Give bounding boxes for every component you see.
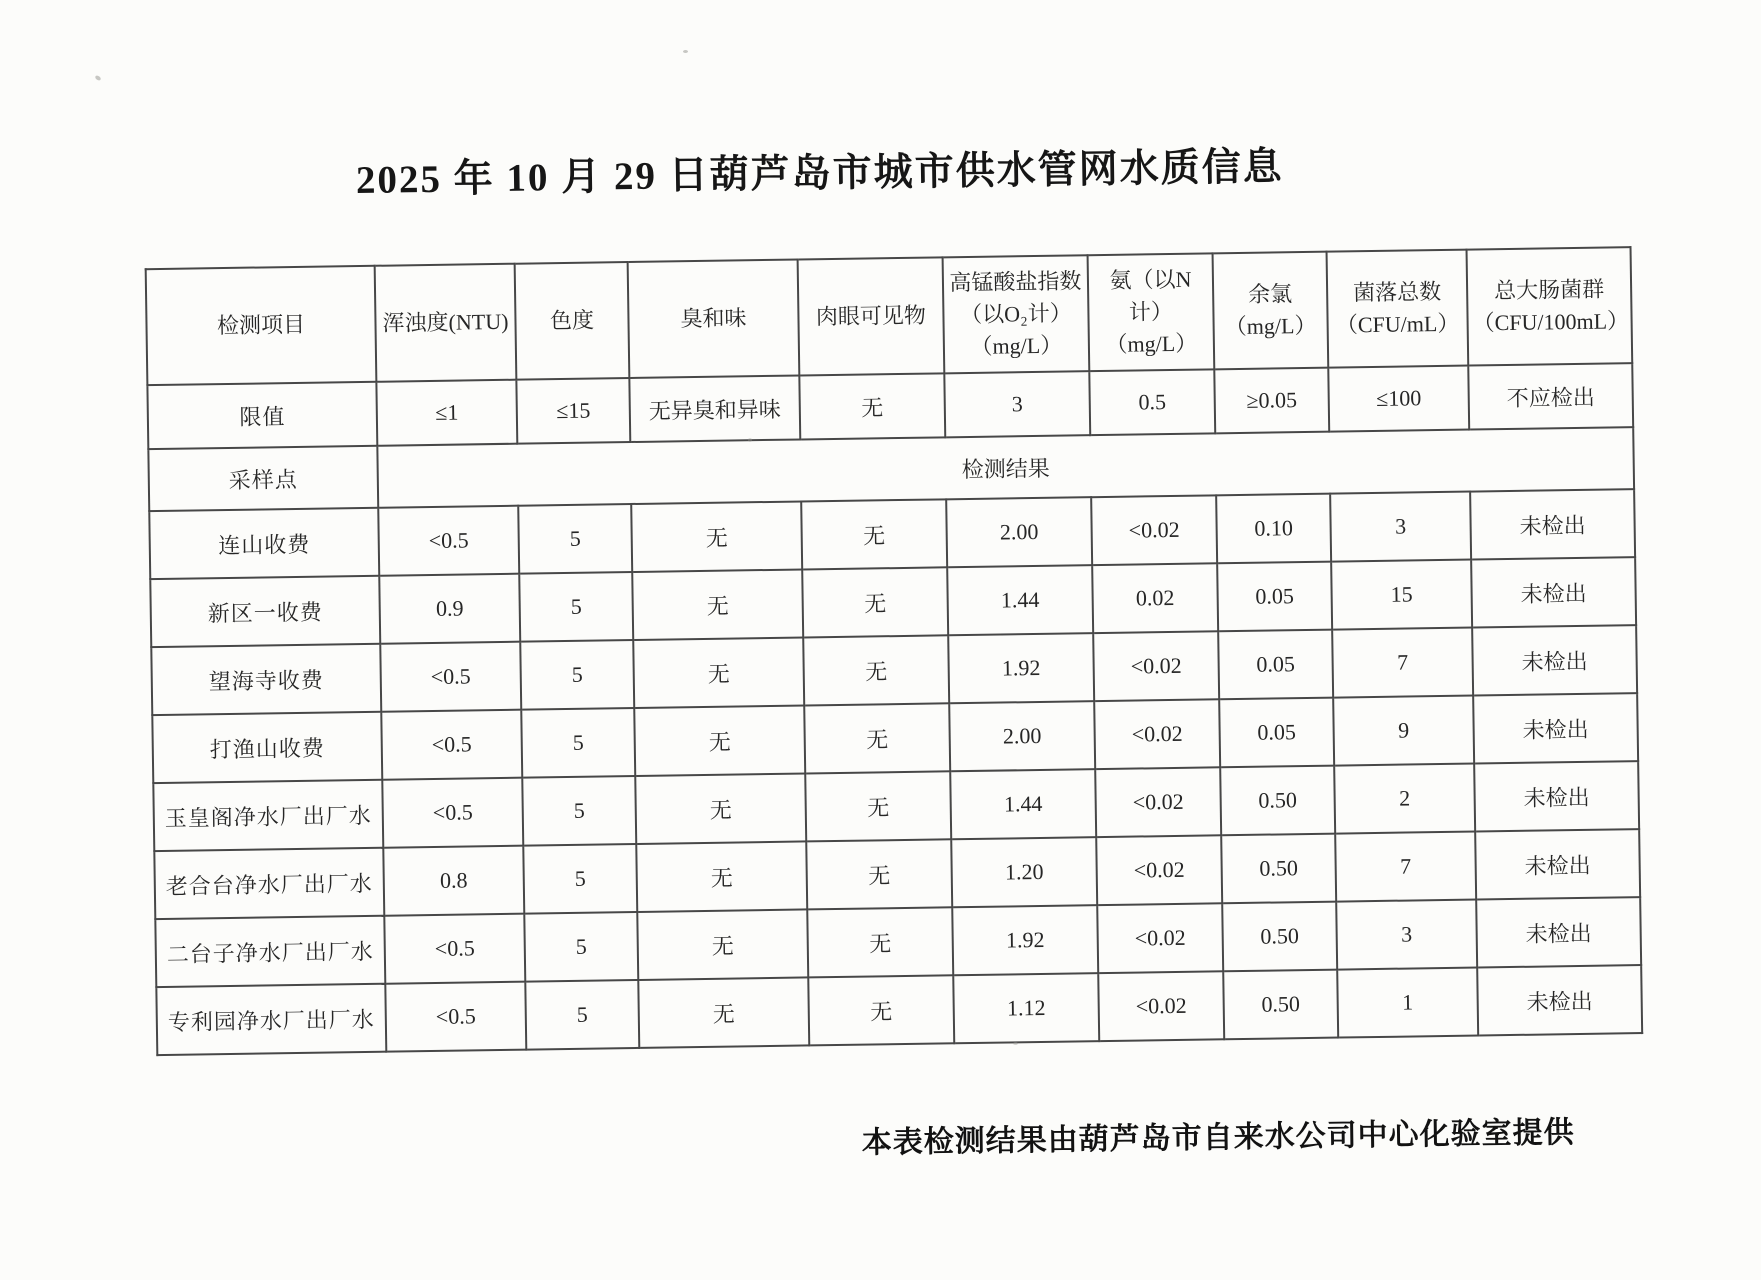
cell-visible: 无 — [804, 703, 950, 773]
col-header-permanganate: 高锰酸盐指数 （以O₂计） （mg/L） — [943, 255, 1090, 373]
col-header-odor: 臭和味 — [628, 260, 800, 379]
cell-chlorine: 0.50 — [1223, 970, 1338, 1040]
site-name: 新区一收费 — [150, 576, 380, 647]
cell-colony: 7 — [1332, 628, 1473, 698]
col-header-coliform: 总大肠菌群 （CFU/100mL） — [1467, 247, 1633, 365]
cell-ammonia: <0.02 — [1096, 835, 1222, 905]
col-header-item: 检测项目 — [146, 266, 377, 385]
cell-color: 5 — [525, 980, 639, 1050]
scan-artifact — [683, 50, 688, 53]
cell-odor: 无 — [635, 773, 806, 844]
page-title: 2025 年 10 月 29 日葫芦岛市城市供水管网水质信息 — [355, 145, 1284, 203]
cell-colony: 3 — [1336, 900, 1477, 970]
cell-color: 5 — [520, 640, 634, 710]
site-name: 打渔山收费 — [152, 712, 382, 783]
cell-odor: 无 — [638, 977, 809, 1048]
cell-chlorine: 0.05 — [1219, 698, 1334, 768]
cell-turbidity: 0.9 — [379, 574, 520, 644]
limit-value: ≥0.05 — [1214, 368, 1329, 434]
cell-colony: 1 — [1337, 968, 1478, 1038]
cell-permanganate: 1.44 — [947, 565, 1093, 635]
cell-coliform: 未检出 — [1475, 829, 1640, 899]
cell-turbidity: <0.5 — [381, 710, 522, 780]
cell-visible: 无 — [805, 771, 951, 841]
cell-ammonia: <0.02 — [1098, 971, 1224, 1041]
limit-value: 不应检出 — [1468, 363, 1633, 429]
site-name: 二台子净水厂出厂水 — [155, 916, 385, 987]
cell-color: 5 — [518, 504, 632, 574]
col-header-ammonia: 氨（以N计） （mg/L） — [1088, 253, 1215, 371]
scan-artifact — [1013, 1042, 1018, 1045]
cell-turbidity: <0.5 — [385, 982, 526, 1052]
cell-turbidity: <0.5 — [382, 778, 523, 848]
cell-coliform: 未检出 — [1477, 965, 1642, 1035]
cell-permanganate: 2.00 — [946, 497, 1092, 567]
cell-permanganate: 1.12 — [953, 973, 1099, 1043]
cell-permanganate: 1.92 — [948, 633, 1094, 703]
limit-value: 3 — [944, 371, 1090, 437]
limit-row-label: 限值 — [147, 382, 377, 449]
cell-chlorine: 0.50 — [1222, 902, 1337, 972]
cell-colony: 15 — [1331, 560, 1472, 630]
site-name: 玉皇阁净水厂出厂水 — [153, 780, 383, 851]
cell-coliform: 未检出 — [1476, 897, 1641, 967]
cell-coliform: 未检出 — [1473, 693, 1638, 763]
scan-artifact — [748, 438, 752, 442]
cell-coliform: 未检出 — [1472, 625, 1637, 695]
cell-coliform: 未检出 — [1471, 557, 1636, 627]
cell-turbidity: <0.5 — [380, 642, 521, 712]
cell-coliform: 未检出 — [1474, 761, 1639, 831]
cell-ammonia: <0.02 — [1095, 767, 1221, 837]
limit-value: 无异臭和异味 — [629, 375, 800, 442]
cell-permanganate: 2.00 — [949, 701, 1095, 771]
cell-colony: 9 — [1333, 696, 1474, 766]
limit-value: ≤1 — [376, 380, 517, 446]
limit-value: 0.5 — [1089, 369, 1215, 435]
cell-chlorine: 0.50 — [1220, 766, 1335, 836]
cell-visible: 无 — [801, 499, 947, 569]
cell-color: 5 — [524, 912, 638, 982]
table-header-row — [146, 247, 1633, 385]
limit-value: 无 — [799, 373, 945, 439]
cell-coliform: 未检出 — [1470, 489, 1635, 559]
site-name: 专利园净水厂出厂水 — [156, 984, 386, 1055]
cell-visible: 无 — [802, 567, 948, 637]
site-name: 望海寺收费 — [151, 644, 381, 715]
cell-permanganate: 1.44 — [950, 769, 1096, 839]
cell-visible: 无 — [807, 907, 953, 977]
cell-color: 5 — [523, 844, 637, 914]
footer-note: 本表检测结果由葫芦岛市自来水公司中心化验室提供 — [861, 1116, 1575, 1160]
col-header-turbidity: 浑浊度(NTU) — [375, 264, 517, 382]
cell-color: 5 — [519, 572, 633, 642]
cell-ammonia: <0.02 — [1091, 495, 1217, 565]
results-span-label: 检测结果 — [377, 427, 1634, 508]
cell-chlorine: 0.10 — [1216, 494, 1331, 564]
cell-chlorine: 0.50 — [1221, 834, 1336, 904]
cell-odor: 无 — [632, 569, 803, 640]
cell-turbidity: 0.8 — [383, 846, 524, 916]
cell-chlorine: 0.05 — [1218, 630, 1333, 700]
cell-odor: 无 — [637, 909, 808, 980]
water-quality-table — [145, 246, 1644, 1056]
site-name: 老合台净水厂出厂水 — [154, 848, 384, 919]
cell-ammonia: 0.02 — [1092, 563, 1218, 633]
cell-permanganate: 1.92 — [952, 905, 1098, 975]
cell-turbidity: <0.5 — [378, 506, 519, 576]
cell-odor: 无 — [636, 841, 807, 912]
cell-colony: 3 — [1330, 492, 1471, 562]
cell-permanganate: 1.20 — [951, 837, 1097, 907]
col-header-visible: 肉眼可见物 — [798, 257, 945, 375]
cell-colony: 7 — [1335, 832, 1476, 902]
cell-turbidity: <0.5 — [384, 914, 525, 984]
cell-visible: 无 — [808, 975, 954, 1045]
cell-odor: 无 — [633, 637, 804, 708]
cell-visible: 无 — [806, 839, 952, 909]
cell-ammonia: <0.02 — [1094, 699, 1220, 769]
cell-visible: 无 — [803, 635, 949, 705]
cell-color: 5 — [521, 708, 635, 778]
limit-value: ≤15 — [516, 378, 630, 444]
col-header-color: 色度 — [515, 262, 630, 380]
cell-colony: 2 — [1334, 764, 1475, 834]
cell-ammonia: <0.02 — [1093, 631, 1219, 701]
col-header-chlorine: 余氯 （mg/L） — [1213, 252, 1329, 370]
col-header-colony: 菌落总数 （CFU/mL） — [1327, 250, 1469, 368]
cell-ammonia: <0.02 — [1097, 903, 1223, 973]
site-name: 连山收费 — [149, 508, 379, 579]
sampling-point-label: 采样点 — [148, 446, 378, 511]
cell-odor: 无 — [631, 501, 802, 572]
limit-value: ≤100 — [1328, 366, 1469, 432]
cell-chlorine: 0.05 — [1217, 562, 1332, 632]
cell-color: 5 — [522, 776, 636, 846]
cell-odor: 无 — [634, 705, 805, 776]
